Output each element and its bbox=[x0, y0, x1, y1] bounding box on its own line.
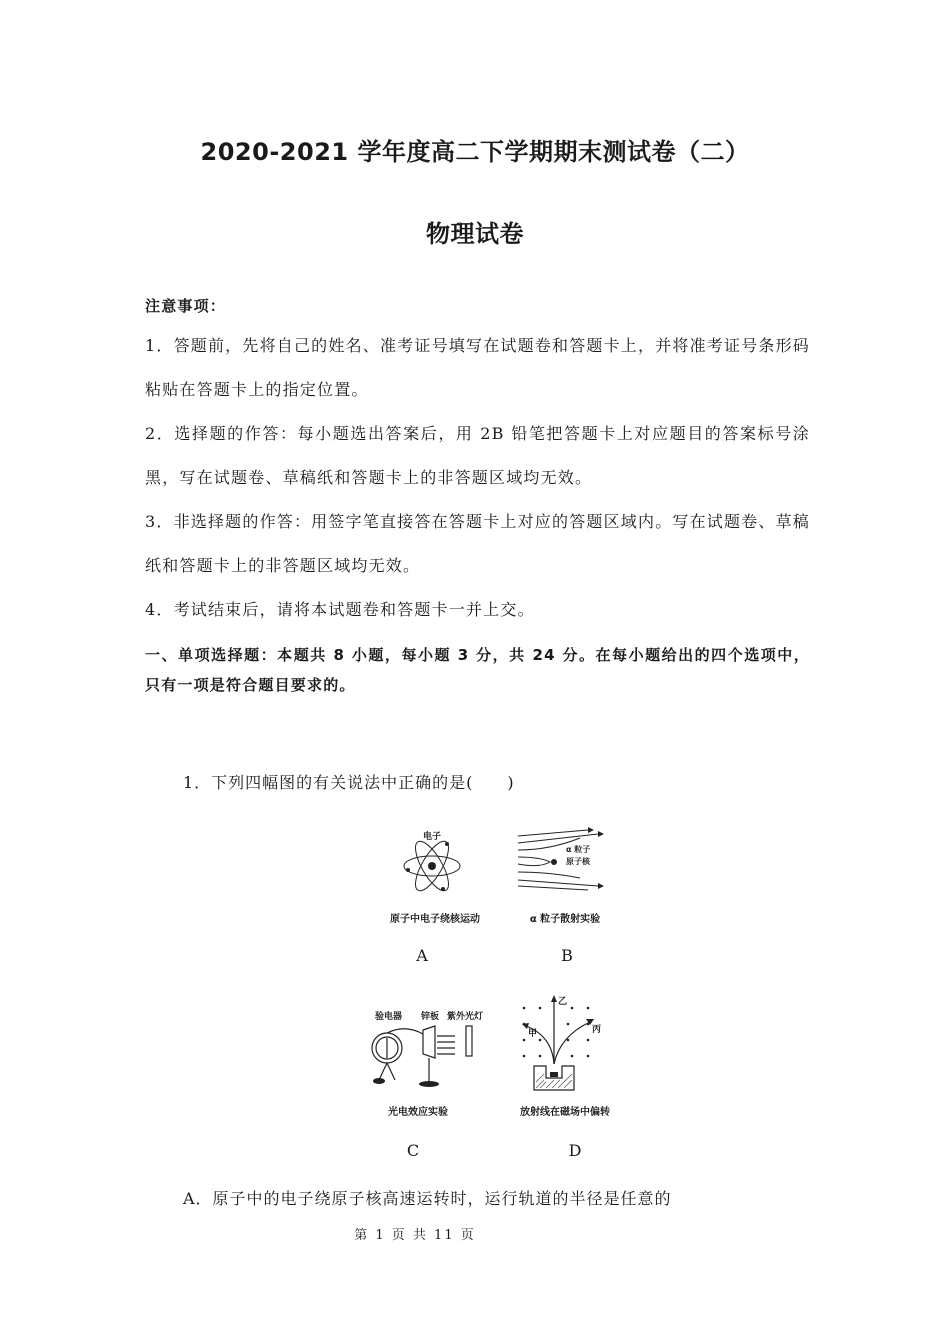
figure-letter-b: B bbox=[561, 946, 573, 965]
page-subtitle: 物理试卷 bbox=[426, 220, 524, 248]
caption-c: 光电效应实验 bbox=[388, 1107, 448, 1118]
label-yi: 乙 bbox=[558, 997, 568, 1007]
question-stem: 1．下列四幅图的有关说法中正确的是( ) bbox=[183, 773, 515, 792]
notice-item-4: 4．考试结束后，请将本试题卷和答题卡一并上交。 bbox=[145, 600, 535, 619]
alpha-scattering-figure bbox=[510, 826, 610, 892]
figure-letter-a: A bbox=[416, 946, 428, 965]
label-electroscope: 验电器 bbox=[375, 1012, 403, 1022]
caption-a: 原子中电子绕核运动 bbox=[390, 914, 480, 925]
label-jia: 甲 bbox=[528, 1029, 538, 1039]
option-a: A．原子中的电子绕原子核高速运转时，运行轨道的半径是任意的 bbox=[183, 1189, 672, 1208]
notice-item-1: 1．答题前，先将自己的姓名、准考证号填写在试题卷和答题卡上，并将准考证号条形码粘贴在答题卡上的指定位置。 bbox=[145, 336, 810, 399]
notice-item-3: 3．非选择题的作答：用签字笔直接答在答题卡上对应的答题区域内。写在试题卷、草稿纸和答题卡上的非答题区域均无效。 bbox=[145, 512, 810, 575]
page-footer: 第 1 页 共 11 页 bbox=[354, 1228, 476, 1243]
section-heading: 一、单项选择题：本题共 8 小题，每小题 3 分，共 24 分。在每小题给出的四个选项中，只有一项是符合题目要求的。 bbox=[145, 646, 810, 694]
caption-d: 放射线在磁场中偏转 bbox=[520, 1107, 610, 1118]
label-nucleus: 原子核 bbox=[566, 857, 590, 866]
caption-b: α 粒子散射实验 bbox=[529, 914, 601, 925]
label-zinc-plate: 锌板 bbox=[421, 1012, 440, 1022]
label-alpha: α 粒子 bbox=[566, 845, 591, 854]
radiation-field-figure bbox=[512, 994, 612, 1094]
notice-heading: 注意事项： bbox=[145, 297, 227, 315]
label-uv-lamp: 紫外光灯 bbox=[447, 1012, 484, 1022]
figure-letter-d: D bbox=[568, 1141, 582, 1160]
label-electron: 电子 bbox=[423, 832, 442, 842]
label-bing: 丙 bbox=[592, 1025, 602, 1035]
figure-letter-c: C bbox=[406, 1141, 420, 1160]
notice-item-2: 2．选择题的作答：每小题选出答案后，用 2B 铅笔把答题卡上对应题目的答案标号涂黑，写在试题卷、草稿纸和答题卡上的非答题区域均无效。 bbox=[145, 424, 810, 487]
atom-figure bbox=[395, 828, 470, 898]
photoelectric-figure bbox=[365, 1010, 490, 1095]
page-title: 2020-2021 学年度高二下学期期末测试卷（二） bbox=[200, 138, 750, 166]
